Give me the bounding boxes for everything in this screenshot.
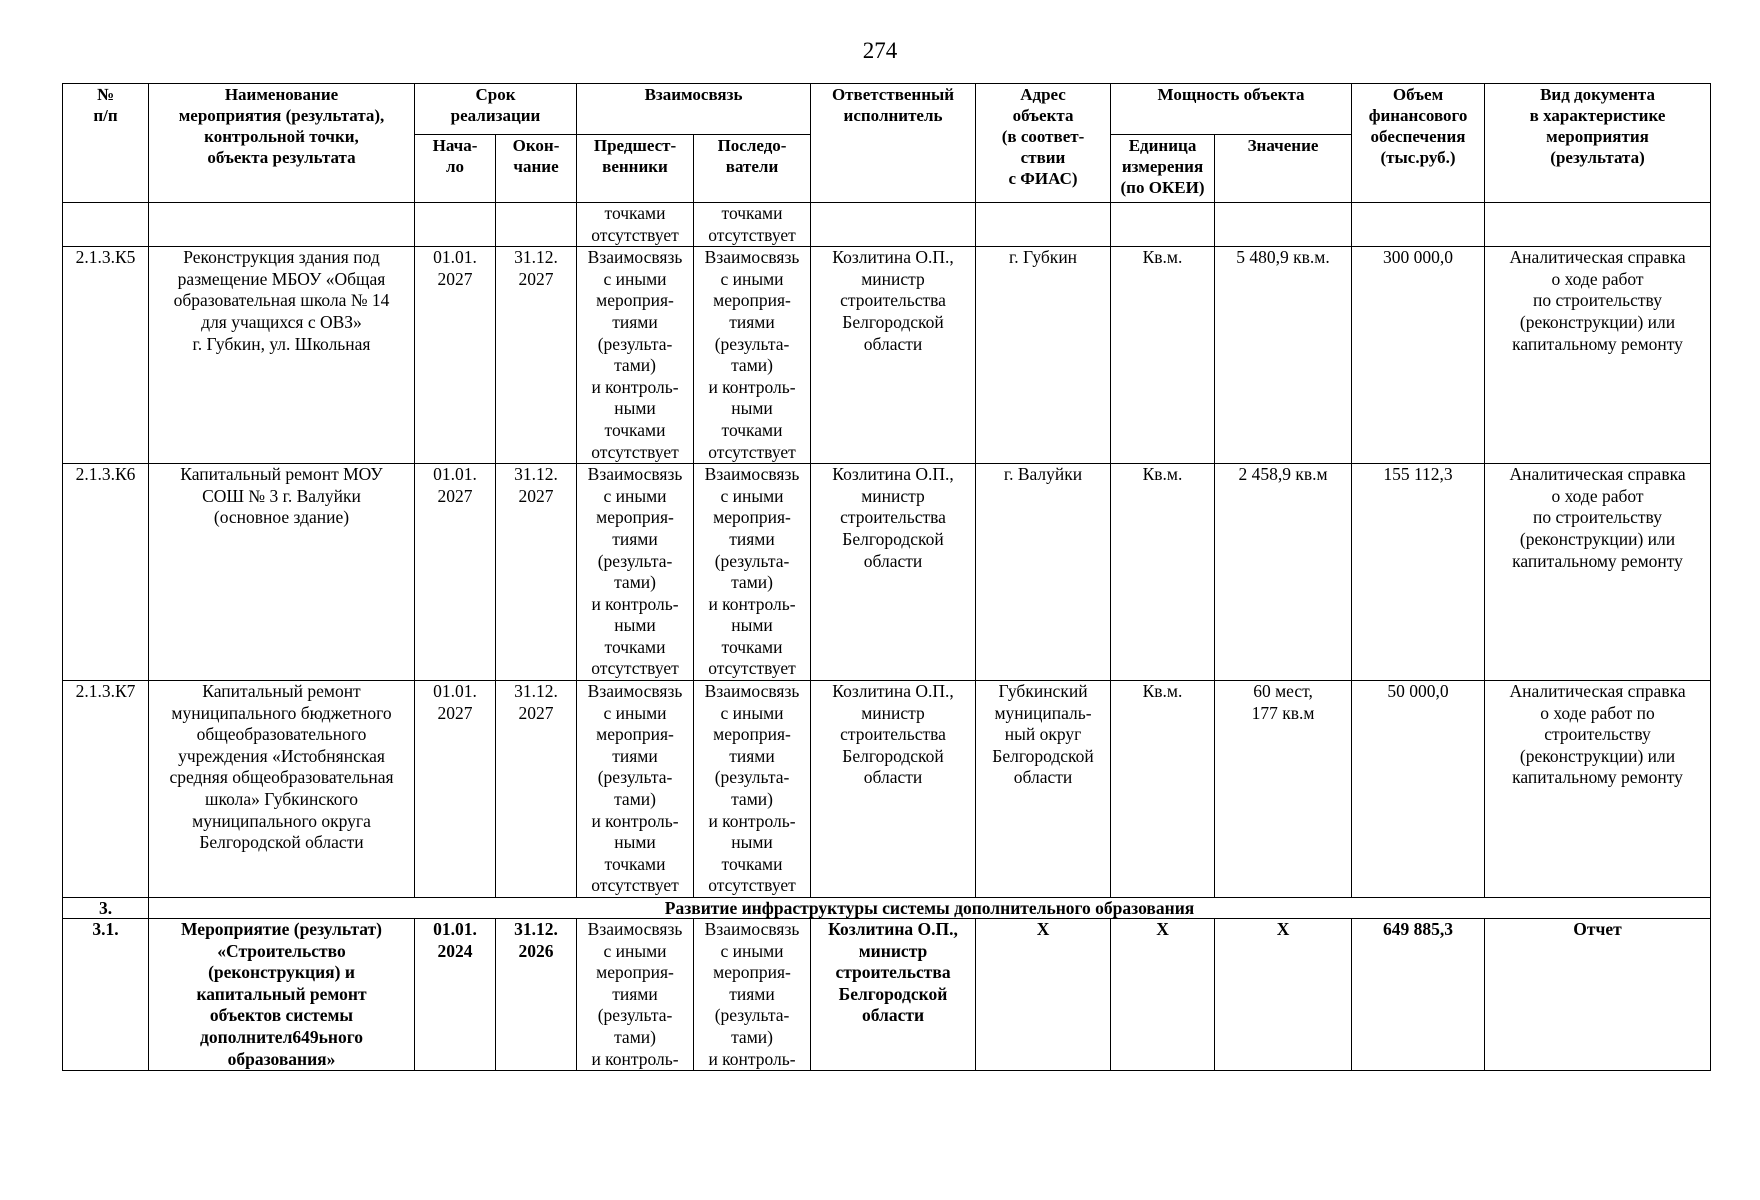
cell-document: Аналитическая справка о ходе работ по строительству (реконструкции) или капитальному ремонту [1485,247,1711,464]
cell-address: Губкинский муниципаль- ный округ Белгородской области [976,681,1111,898]
cell-name: Капитальный ремонт муниципального бюджетного общеобразовательного учреждения «Истобнянская средняя общеобразовательная школа» Губкинского муниципального округа Белгородской области [149,681,415,898]
cell-start: 01.01. 2027 [415,681,496,898]
cell-value: 5 480,9 кв.м. [1215,247,1352,464]
cell-value: Х [1215,919,1352,1071]
cell-successors: Взаимосвязь с иными мероприя- тиями (результа- тами) и контроль- ными точками отсутствует [694,464,811,681]
cell-address: г. Губкин [976,247,1111,464]
cell-value: 60 мест, 177 кв.м [1215,681,1352,898]
cell-successors: Взаимосвязь с иными мероприя- тиями (результа- тами) и контроль- [694,919,811,1071]
header-name [149,84,415,203]
header-unit-text: Единица измерения (по ОКЕИ) [1120,136,1205,197]
header-document [1485,84,1711,203]
cell-start: 01.01. 2027 [415,464,496,681]
cell-predecessors: Взаимосвязь с иными мероприя- тиями (результа- тами) и контроль- ными точками отсутствует [577,464,694,681]
cell-address: г. Валуйки [976,464,1111,681]
section-title: Развитие инфраструктуры системы дополнительного образования [149,898,1711,919]
header-term-text: Срок реализации [450,85,541,125]
cell-end: 31.12. 2027 [496,464,577,681]
cell-volume: 50 000,0 [1352,681,1485,898]
header-start-text: Нача- ло [432,136,478,176]
header-power [1111,84,1352,135]
header-name-text: Наименование мероприятия (результата), контрольной точки, объекта результата [178,85,385,167]
cell-volume: 300 000,0 [1352,247,1485,464]
cell-empty [1485,203,1711,247]
cell-num: 3.1. [63,919,149,1071]
cell-unit: Кв.м. [1111,681,1215,898]
header-value [1215,135,1352,203]
cell-empty [63,203,149,247]
header-responsible-text: Ответственный исполнитель [831,85,955,125]
cell-unit: Х [1111,919,1215,1071]
cell-responsible: Козлитина О.П., министр строительства Белгородской области [811,247,976,464]
table-row [63,919,1711,1071]
cell-volume: 649 885,3 [1352,919,1485,1071]
cell-name: Мероприятие (результат) «Строительство (реконструкция) и капитальный ремонт объектов системы дополнител649ьного образования» [149,919,415,1071]
header-link-text: Взаимосвязь [644,85,743,104]
cell-successors: точками отсутствует [694,203,811,247]
cell-responsible: Козлитина О.П., министр строительства Белгородской области [811,464,976,681]
header-power-text: Мощность объекта [1157,85,1305,104]
header-value-text: Значение [1247,136,1319,155]
cell-empty [1352,203,1485,247]
table-row [63,464,1711,681]
header-volume [1352,84,1485,203]
cell-empty [496,203,577,247]
cell-num: 2.1.3.К7 [63,681,149,898]
cell-empty [149,203,415,247]
cell-end: 31.12. 2027 [496,681,577,898]
cell-end: 31.12. 2027 [496,247,577,464]
cell-predecessors: точками отсутствует [577,203,694,247]
header-predecessors-text: Предшест- венники [593,136,677,176]
cell-unit: Кв.м. [1111,247,1215,464]
cell-responsible: Козлитина О.П., министр строительства Белгородской области [811,681,976,898]
header-start [415,135,496,203]
cell-volume: 155 112,3 [1352,464,1485,681]
cell-num: 2.1.3.К6 [63,464,149,681]
header-num [63,84,149,203]
table-row [63,681,1711,898]
cell-unit: Кв.м. [1111,464,1215,681]
cell-successors: Взаимосвязь с иными мероприя- тиями (результа- тами) и контроль- ными точками отсутствует [694,681,811,898]
header-end [496,135,577,203]
cell-document: Аналитическая справка о ходе работ по строительству (реконструкции) или капитальному ремонту [1485,464,1711,681]
header-unit [1111,135,1215,203]
cell-num: 2.1.3.К5 [63,247,149,464]
table-row [63,247,1711,464]
section-row [63,898,1711,919]
page-number: 274 [862,38,898,63]
header-link [577,84,811,135]
header-predecessors [577,135,694,203]
header-document-text: Вид документа в характеристике мероприятия (результата) [1529,85,1666,167]
header-num-text: № п/п [93,85,118,125]
events-table [62,83,1711,1071]
header-responsible [811,84,976,203]
cell-name: Капитальный ремонт МОУ СОШ № 3 г. Валуйки (основное здание) [149,464,415,681]
cell-end: 31.12. 2026 [496,919,577,1071]
cell-successors: Взаимосвязь с иными мероприя- тиями (результа- тами) и контроль- ными точками отсутствует [694,247,811,464]
header-successors-text: Последо- ватели [717,136,787,176]
header-end-text: Окон- чание [512,136,560,176]
header-volume-text: Объем финансового обеспечения (тыс.руб.) [1368,85,1468,167]
header-address-text: Адрес объекта (в соответ- ствии с ФИАС) [1001,85,1085,188]
cell-empty [811,203,976,247]
header-successors [694,135,811,203]
cell-document: Отчет [1485,919,1711,1071]
cell-document: Аналитическая справка о ходе работ по строительству (реконструкции) или капитальному ремонту [1485,681,1711,898]
cell-responsible: Козлитина О.П., министр строительства Белгородской области [811,919,976,1071]
cell-empty [1215,203,1352,247]
cell-address: Х [976,919,1111,1071]
continuation-row [63,203,1711,247]
cell-predecessors: Взаимосвязь с иными мероприя- тиями (результа- тами) и контроль- ными точками отсутствует [577,247,694,464]
header-term [415,84,577,135]
cell-predecessors: Взаимосвязь с иными мероприя- тиями (результа- тами) и контроль- [577,919,694,1071]
cell-empty [1111,203,1215,247]
section-num: 3. [63,898,149,919]
header-address [976,84,1111,203]
cell-empty [976,203,1111,247]
cell-start: 01.01. 2027 [415,247,496,464]
cell-start: 01.01. 2024 [415,919,496,1071]
cell-value: 2 458,9 кв.м [1215,464,1352,681]
cell-name: Реконструкция здания под размещение МБОУ «Общая образовательная школа № 14 для учащихся с ОВЗ» г. Губкин, ул. Школьная [149,247,415,464]
cell-empty [415,203,496,247]
cell-predecessors: Взаимосвязь с иными мероприя- тиями (результа- тами) и контроль- ными точками отсутствует [577,681,694,898]
